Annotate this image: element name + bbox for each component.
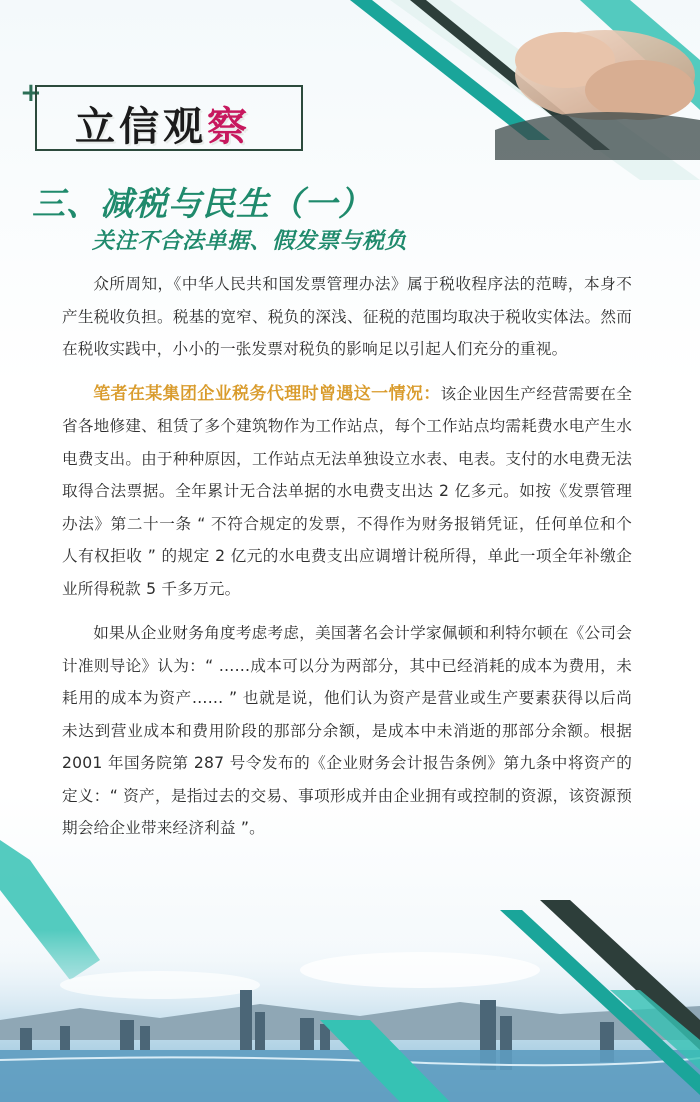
title-main: 立信观	[75, 103, 207, 150]
paragraph-1: 众所周知，《中华人民共和国发票管理办法》属于税收程序法的范畴，本身不产生税收负担。税基的宽窄、税负的深浅、征税的范围均取决于税收实体法。然而在税收实践中，小小的一张发票对税负的影响足以引起人们充分的重视。	[62, 275, 632, 358]
page-title	[75, 95, 251, 152]
article-body	[62, 268, 632, 857]
section-subtitle: 关注不合法单据、假发票与税负	[92, 229, 408, 254]
paragraph-2-highlight: 笔者在某集团企业税务代理时曾遇这一情况：	[93, 383, 441, 404]
title-accent: 察	[207, 103, 251, 150]
title-frame	[35, 85, 305, 155]
paragraph-2-text: 该企业因生产经营需要在全省各地修建、租赁了多个建筑物作为工作站点，每个工作站点均需耗费水电产生水电费支出。由于种种原因，工作站点无法单独设立水表、电表。支付的水电费无法取得合法票据。全年累计无合法单据的水电费支出达 2 亿多元。如按《发票管理办法》第二十一条 “ 不符合规定的发票，不得作为财务报销凭证，任何单位和个人有权拒收 ” 的规定 2 亿元的水电费支出应调增计税所得，单此一项全年补缴企业所得税款 5 千多万元。	[62, 384, 632, 598]
plus-icon: +	[20, 78, 42, 108]
paragraph-3: 如果从企业财务角度考虑考虑，美国著名会计学家佩顿和利特尔顿在《公司会计准则导论》认为：“ ……成本可以分为两部分，其中已经消耗的成本为费用，未耗用的成本为资产…… ” 也就是说，他们认为资产是营业或生产要素获得以后尚未达到营业成本和费用阶段的那部分余额，是成本中未消逝的那部分余额。根据 2001 年国务院第 287 号令发布的《企业财务会计报告条例》第九条中将资产的定义：“ 资产，是指过去的交易、事项形成并由企业拥有或控制的资源，该资源预期会给企业带来经济利益 ”。	[62, 624, 632, 837]
hands-image	[455, 0, 700, 160]
diagonal-stripes-bottom	[300, 900, 700, 1102]
section-title: 三、减税与民生（一）	[32, 184, 372, 223]
paragraph-2	[62, 378, 632, 606]
